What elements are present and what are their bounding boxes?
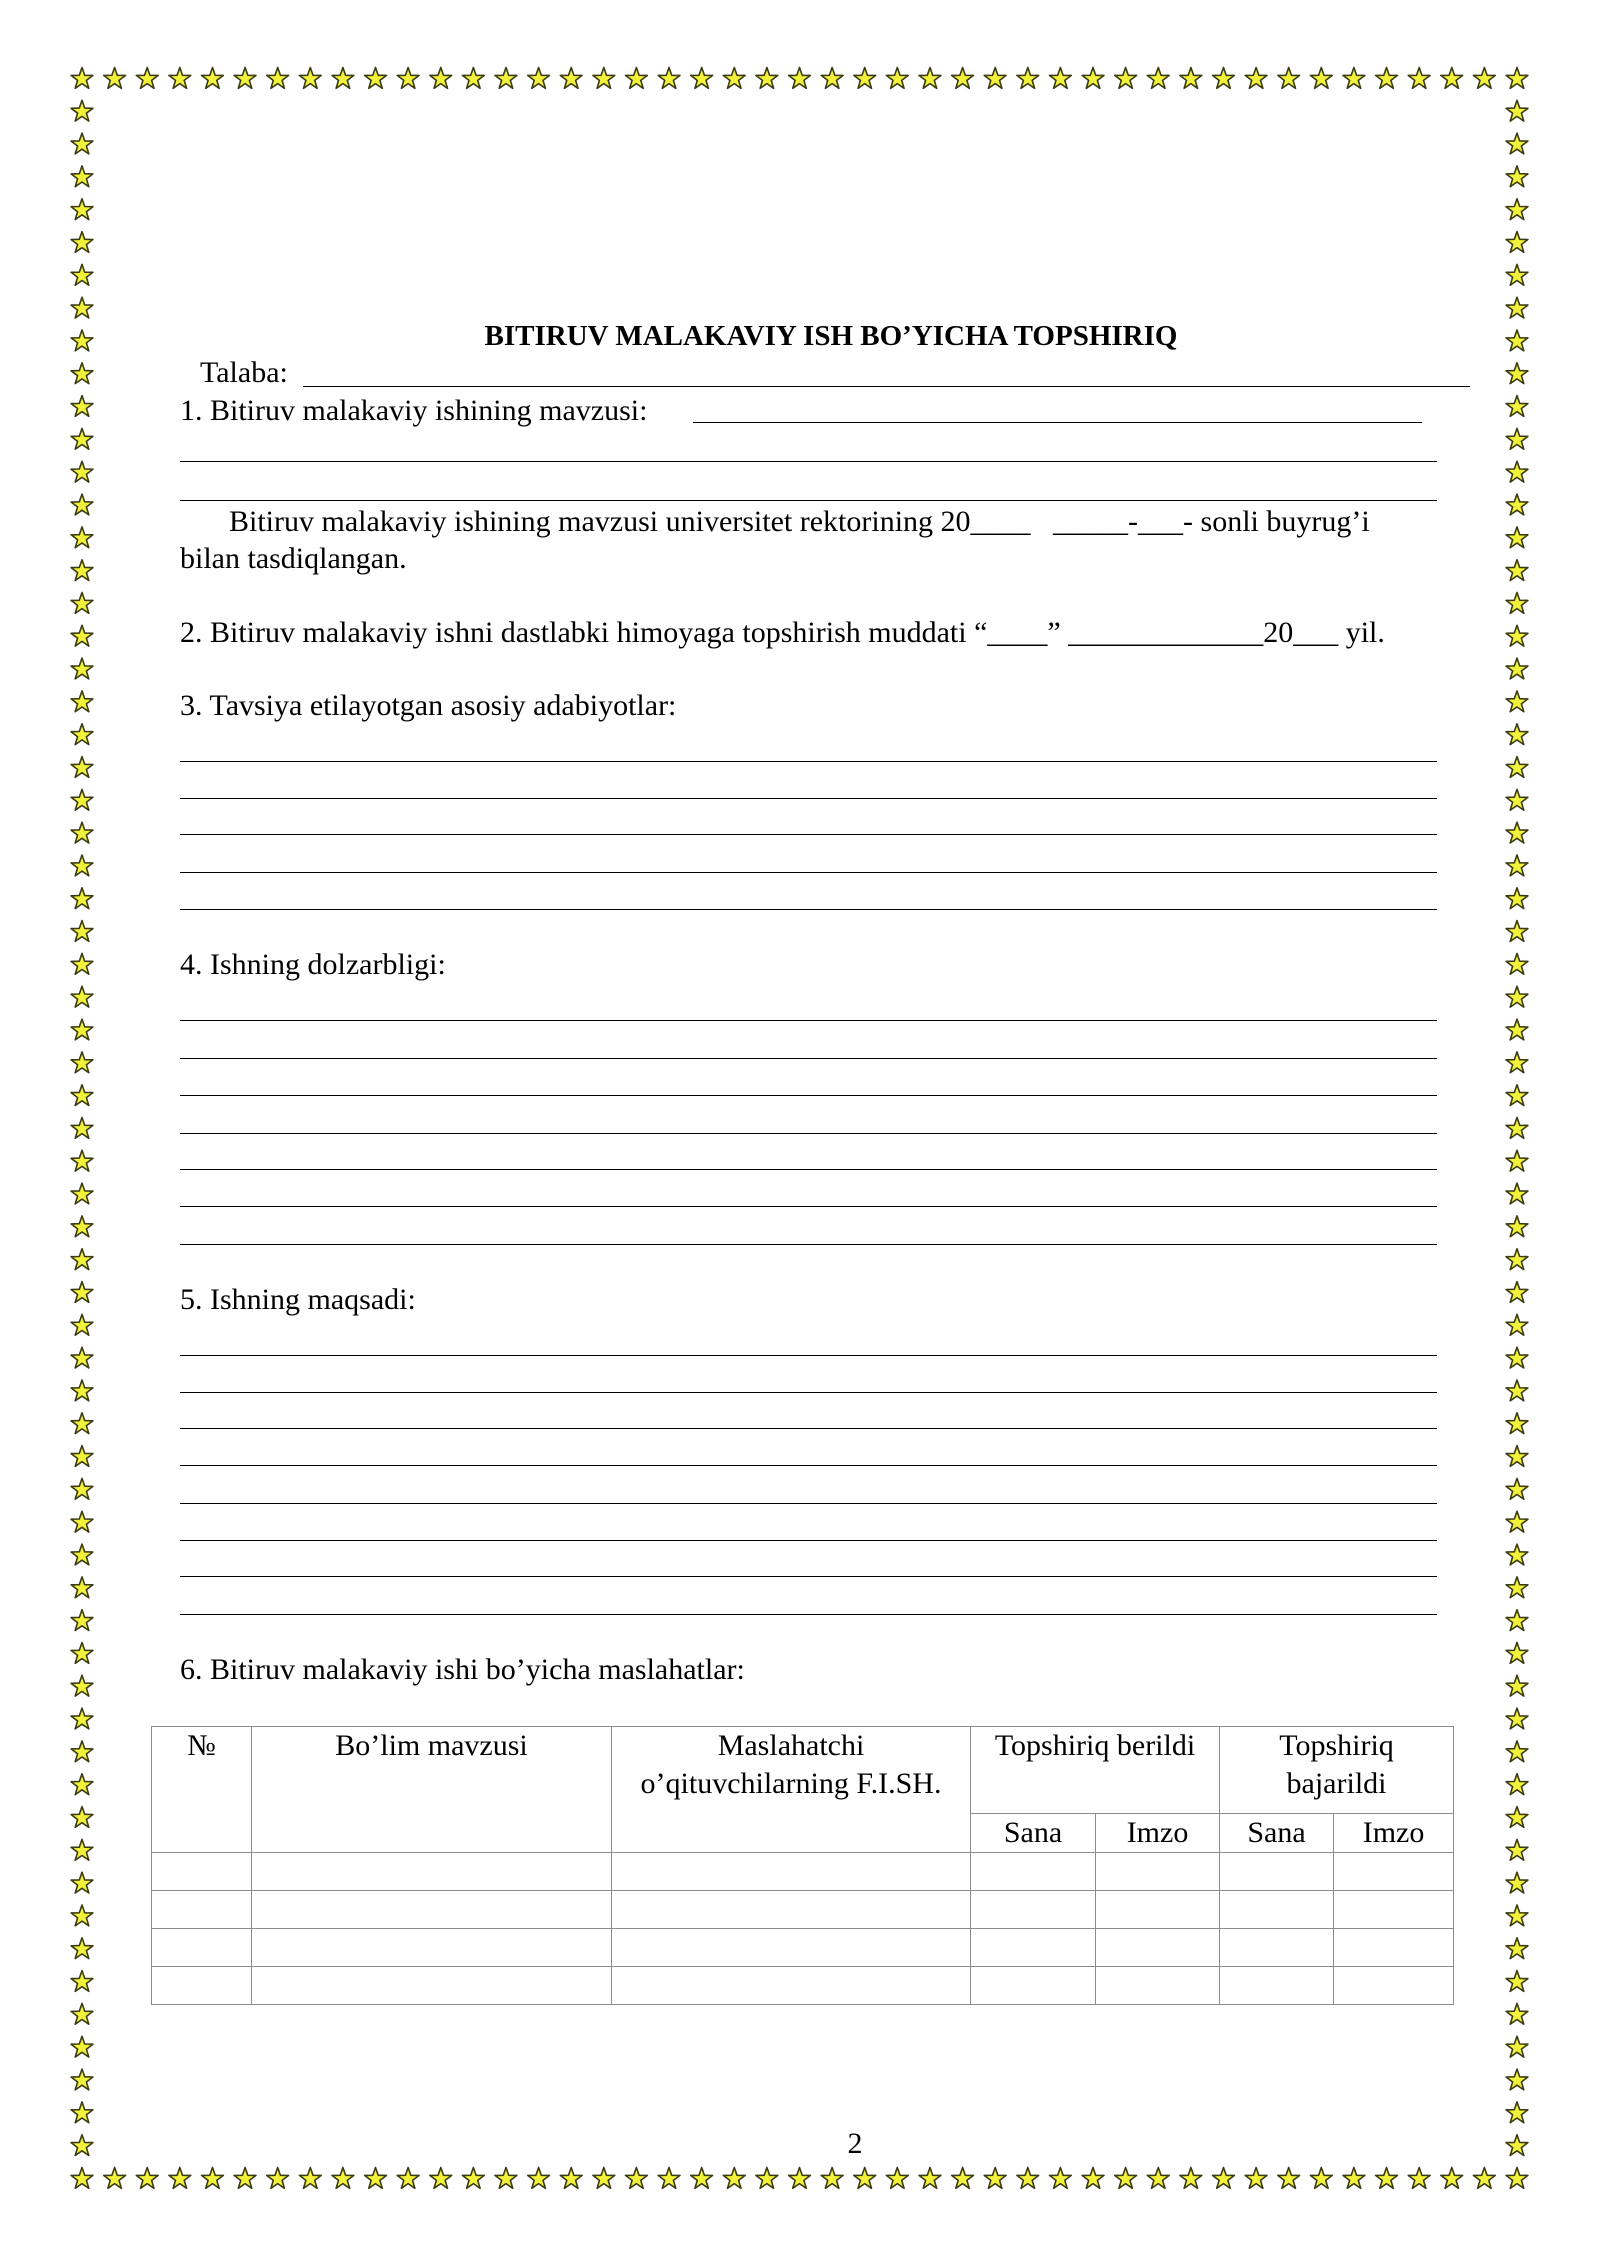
table-cell xyxy=(971,1853,1096,1891)
border-star xyxy=(1506,1446,1528,1467)
border-star xyxy=(1506,822,1528,843)
border-star xyxy=(71,1774,93,1795)
border-star xyxy=(71,2069,93,2090)
border-star xyxy=(1506,461,1528,482)
table-cell xyxy=(1220,1853,1334,1891)
writing-line xyxy=(180,1503,1437,1504)
border-star xyxy=(1506,855,1528,876)
item2-deadline: 2. Bitiruv malakaviy ishni dastlabki himoyaga topshirish muddati “____” _____________20___ yil. xyxy=(180,616,1385,649)
border-star xyxy=(1408,68,1430,89)
border-star xyxy=(71,232,93,253)
border-star xyxy=(1506,1413,1528,1434)
writing-line xyxy=(180,1133,1437,1134)
border-star xyxy=(1082,2168,1104,2189)
border-star xyxy=(1473,68,1495,89)
border-star xyxy=(1343,68,1365,89)
border-star xyxy=(1506,363,1528,384)
border-star xyxy=(1506,1938,1528,1959)
border-star xyxy=(560,68,582,89)
border-star xyxy=(1506,1774,1528,1795)
writing-line xyxy=(180,1355,1437,1356)
border-star xyxy=(71,560,93,581)
border-star xyxy=(984,68,1006,89)
student-label: Talaba: xyxy=(200,356,288,389)
border-star xyxy=(71,494,93,515)
border-star xyxy=(462,2168,484,2189)
item5-goal-label: 5. Ishning maqsadi: xyxy=(180,1283,416,1316)
border-star xyxy=(71,1511,93,1532)
border-star xyxy=(71,1938,93,1959)
border-star xyxy=(71,166,93,187)
writing-line xyxy=(180,872,1437,873)
border-star xyxy=(71,133,93,154)
writing-line xyxy=(180,500,1437,501)
header-consultant-line2: o’qituvchilarning F.I.SH. xyxy=(640,1767,942,1800)
table-cell xyxy=(1334,1891,1454,1929)
border-star xyxy=(71,1446,93,1467)
border-star xyxy=(71,2102,93,2123)
border-star xyxy=(1310,2168,1332,2189)
border-star xyxy=(71,1675,93,1696)
border-star xyxy=(1506,1183,1528,1204)
border-star xyxy=(202,2168,224,2189)
border-star xyxy=(71,1282,93,1303)
border-star xyxy=(397,68,419,89)
border-star xyxy=(136,68,158,89)
border-star xyxy=(658,2168,680,2189)
border-star xyxy=(169,68,191,89)
table-cell xyxy=(252,1891,612,1929)
border-star xyxy=(1506,1052,1528,1073)
table-cell xyxy=(1334,1967,1454,2005)
border-star xyxy=(136,2168,158,2189)
border-star xyxy=(1147,68,1169,89)
header-task-given: Topshiriq berildi xyxy=(971,1727,1220,1814)
table-cell xyxy=(1096,1891,1220,1929)
border-star xyxy=(71,724,93,745)
border-star xyxy=(71,2135,93,2156)
header-consultant-line1: Maslahatchi xyxy=(717,1729,865,1762)
border-star xyxy=(1506,1478,1528,1499)
border-star xyxy=(626,68,648,89)
border-star xyxy=(71,68,93,89)
header-consultant xyxy=(612,1727,971,1853)
border-star xyxy=(1506,2135,1528,2156)
border-star xyxy=(234,2168,256,2189)
writing-line xyxy=(180,761,1437,762)
table-cell xyxy=(1096,1853,1220,1891)
border-star xyxy=(1213,2168,1235,2189)
writing-line xyxy=(180,1465,1437,1466)
border-star xyxy=(71,953,93,974)
subheader-done-signature: Imzo xyxy=(1334,1814,1454,1853)
table-cell xyxy=(971,1929,1096,1967)
border-star xyxy=(71,1052,93,1073)
border-star xyxy=(1506,921,1528,942)
border-star xyxy=(71,1971,93,1992)
border-star xyxy=(821,68,843,89)
table-cell xyxy=(1334,1929,1454,1967)
border-star xyxy=(1050,2168,1072,2189)
border-star xyxy=(299,2168,321,2189)
border-star xyxy=(495,68,517,89)
border-star xyxy=(71,363,93,384)
border-star xyxy=(462,68,484,89)
border-star xyxy=(71,1118,93,1139)
border-star xyxy=(528,68,550,89)
border-star xyxy=(691,2168,713,2189)
border-star xyxy=(1506,297,1528,318)
border-star xyxy=(1441,2168,1463,2189)
border-star xyxy=(854,68,876,89)
border-star xyxy=(723,68,745,89)
border-star xyxy=(1506,724,1528,745)
border-star xyxy=(430,2168,452,2189)
border-star xyxy=(71,691,93,712)
table-cell xyxy=(1334,1853,1454,1891)
border-star xyxy=(1506,330,1528,351)
table-header-row xyxy=(152,1727,1454,1814)
border-star xyxy=(71,1249,93,1270)
border-star xyxy=(1506,1249,1528,1270)
border-star xyxy=(1506,789,1528,810)
table-cell xyxy=(971,1891,1096,1929)
writing-line xyxy=(180,1614,1437,1615)
table-cell xyxy=(1220,1891,1334,1929)
writing-line xyxy=(180,1428,1437,1429)
border-star xyxy=(1115,68,1137,89)
border-star xyxy=(756,2168,778,2189)
document-title: BITIRUV MALAKAVIY ISH BO’YICHA TOPSHIRIQ xyxy=(484,320,1178,352)
table-row xyxy=(152,1967,1454,2005)
border-star xyxy=(1506,232,1528,253)
writing-line xyxy=(180,1095,1437,1096)
border-star xyxy=(1506,1544,1528,1565)
table-row xyxy=(152,1853,1454,1891)
border-star xyxy=(821,2168,843,2189)
border-star xyxy=(1017,2168,1039,2189)
border-star xyxy=(1180,2168,1202,2189)
table-cell xyxy=(252,1967,612,2005)
border-star xyxy=(1506,1905,1528,1926)
border-star xyxy=(1343,2168,1365,2189)
table-cell xyxy=(1220,1929,1334,1967)
border-star xyxy=(756,68,778,89)
border-star xyxy=(919,68,941,89)
header-task-done xyxy=(1220,1727,1454,1814)
writing-line xyxy=(180,1392,1437,1393)
border-star xyxy=(1506,2036,1528,2057)
border-star xyxy=(202,68,224,89)
border-star xyxy=(1506,1511,1528,1532)
border-star xyxy=(71,625,93,646)
border-star xyxy=(1082,68,1104,89)
border-star xyxy=(71,461,93,482)
item3-literature-label: 3. Tavsiya etilayotgan asosiy adabiyotlar: xyxy=(180,689,677,722)
border-star xyxy=(71,1380,93,1401)
border-star xyxy=(528,2168,550,2189)
border-star xyxy=(1506,593,1528,614)
border-star xyxy=(1506,264,1528,285)
table-cell xyxy=(612,1929,971,1967)
table-cell xyxy=(252,1929,612,1967)
border-star xyxy=(1506,1282,1528,1303)
border-star xyxy=(71,888,93,909)
border-star xyxy=(1506,494,1528,515)
item4-relevance-label: 4. Ishning dolzarbligi: xyxy=(180,948,446,981)
border-star xyxy=(593,68,615,89)
border-star xyxy=(1506,2168,1528,2189)
border-star xyxy=(560,2168,582,2189)
border-star xyxy=(332,68,354,89)
border-star xyxy=(952,68,974,89)
border-star xyxy=(397,2168,419,2189)
border-star xyxy=(658,68,680,89)
subheader-given-date: Sana xyxy=(971,1814,1096,1853)
border-star xyxy=(1506,2102,1528,2123)
border-star xyxy=(1050,68,1072,89)
border-star xyxy=(71,822,93,843)
border-star xyxy=(71,1413,93,1434)
border-star xyxy=(1506,757,1528,778)
header-number: № xyxy=(152,1727,252,1853)
border-star xyxy=(71,986,93,1007)
border-star xyxy=(1441,68,1463,89)
border-star xyxy=(1506,1675,1528,1696)
border-star xyxy=(104,2168,126,2189)
table-cell xyxy=(612,1853,971,1891)
writing-line xyxy=(180,1169,1437,1170)
border-star xyxy=(789,2168,811,2189)
border-star xyxy=(1017,68,1039,89)
item6-consultations-label: 6. Bitiruv malakaviy ishi bo’yicha maslahatlar: xyxy=(180,1653,745,1686)
writing-line xyxy=(180,461,1437,462)
border-star xyxy=(71,199,93,220)
border-star xyxy=(1506,1971,1528,1992)
border-star xyxy=(71,757,93,778)
border-star xyxy=(1506,1577,1528,1598)
border-star xyxy=(1506,1839,1528,1860)
border-star xyxy=(886,68,908,89)
border-star xyxy=(71,1577,93,1598)
border-star xyxy=(71,1183,93,1204)
border-star xyxy=(71,2168,93,2189)
border-star xyxy=(1115,2168,1137,2189)
border-star xyxy=(267,68,289,89)
border-star xyxy=(71,264,93,285)
writing-line xyxy=(180,1576,1437,1577)
border-star xyxy=(1506,199,1528,220)
border-star xyxy=(1506,1872,1528,1893)
student-blank-line xyxy=(303,386,1470,387)
border-star xyxy=(1506,1118,1528,1139)
writing-line xyxy=(180,909,1437,910)
border-star xyxy=(1506,691,1528,712)
consultations-table xyxy=(151,1726,1454,2005)
border-star xyxy=(593,2168,615,2189)
border-star xyxy=(71,2003,93,2024)
border-star xyxy=(71,658,93,679)
border-star xyxy=(71,1643,93,1664)
border-star xyxy=(952,2168,974,2189)
table-cell xyxy=(152,1853,252,1891)
border-star xyxy=(1506,1150,1528,1171)
border-star xyxy=(854,2168,876,2189)
border-star xyxy=(1245,68,1267,89)
border-star xyxy=(1147,2168,1169,2189)
border-star xyxy=(71,1708,93,1729)
border-star xyxy=(1506,428,1528,449)
border-star xyxy=(1376,2168,1398,2189)
border-star xyxy=(71,1610,93,1631)
border-star xyxy=(1506,1807,1528,1828)
topic-blank-line xyxy=(693,422,1422,423)
writing-line xyxy=(180,1058,1437,1059)
border-star xyxy=(1506,1085,1528,1106)
border-star xyxy=(71,1544,93,1565)
border-star xyxy=(1506,527,1528,548)
border-star xyxy=(1506,560,1528,581)
border-star xyxy=(71,2036,93,2057)
border-star xyxy=(71,428,93,449)
border-star xyxy=(71,100,93,121)
table-cell xyxy=(612,1967,971,2005)
border-star xyxy=(71,1872,93,1893)
table-cell xyxy=(152,1891,252,1929)
writing-line xyxy=(180,1244,1437,1245)
border-star xyxy=(1506,166,1528,187)
border-star xyxy=(365,68,387,89)
approval-text-line2: bilan tasdiqlangan. xyxy=(180,542,407,575)
border-star xyxy=(71,1905,93,1926)
border-star xyxy=(71,1807,93,1828)
border-star xyxy=(1506,1380,1528,1401)
border-star xyxy=(71,297,93,318)
border-star xyxy=(71,527,93,548)
border-star xyxy=(430,68,452,89)
border-star xyxy=(1506,1708,1528,1729)
border-star xyxy=(71,1085,93,1106)
writing-line xyxy=(180,1540,1437,1541)
border-star xyxy=(267,2168,289,2189)
border-star xyxy=(169,2168,191,2189)
border-star xyxy=(1506,888,1528,909)
border-star xyxy=(71,330,93,351)
border-star xyxy=(1473,2168,1495,2189)
border-star xyxy=(71,1478,93,1499)
writing-line xyxy=(180,834,1437,835)
border-star xyxy=(71,1150,93,1171)
writing-line xyxy=(180,798,1437,799)
table-cell xyxy=(152,1929,252,1967)
border-star xyxy=(1310,68,1332,89)
border-star xyxy=(1506,658,1528,679)
border-star xyxy=(71,1741,93,1762)
table-cell xyxy=(1096,1967,1220,2005)
border-star xyxy=(1506,986,1528,1007)
border-star xyxy=(234,68,256,89)
border-star xyxy=(919,2168,941,2189)
border-star xyxy=(1506,68,1528,89)
border-star xyxy=(71,1839,93,1860)
border-star xyxy=(1278,2168,1300,2189)
border-star xyxy=(1506,953,1528,974)
border-star xyxy=(299,68,321,89)
border-star xyxy=(71,1019,93,1040)
border-star xyxy=(104,68,126,89)
border-star xyxy=(1408,2168,1430,2189)
header-task-done-line1: Topshiriq xyxy=(1279,1729,1394,1762)
table-cell xyxy=(612,1891,971,1929)
border-star xyxy=(1376,68,1398,89)
border-star xyxy=(1506,1347,1528,1368)
border-star xyxy=(1506,1314,1528,1335)
border-star xyxy=(691,68,713,89)
table-cell xyxy=(252,1853,612,1891)
border-star xyxy=(886,2168,908,2189)
border-star xyxy=(71,593,93,614)
border-star xyxy=(365,2168,387,2189)
border-star xyxy=(1213,68,1235,89)
border-star xyxy=(332,2168,354,2189)
border-star xyxy=(71,1216,93,1237)
border-star xyxy=(1278,68,1300,89)
table-cell xyxy=(1220,1967,1334,2005)
border-star xyxy=(71,1314,93,1335)
page-number: 2 xyxy=(847,2127,863,2160)
border-star xyxy=(1506,100,1528,121)
border-star xyxy=(71,921,93,942)
border-star xyxy=(1180,68,1202,89)
border-star xyxy=(71,396,93,417)
border-star xyxy=(71,1347,93,1368)
subheader-given-signature: Imzo xyxy=(1096,1814,1220,1853)
header-section-topic: Bo’lim mavzusi xyxy=(252,1727,612,1853)
writing-line xyxy=(180,1206,1437,1207)
approval-text-line1: Bitiruv malakaviy ishining mavzusi universitet rektorining 20____ _____-___- sonli buyrug’i xyxy=(229,505,1370,538)
border-star xyxy=(1506,396,1528,417)
border-star xyxy=(1245,2168,1267,2189)
border-star xyxy=(1506,1643,1528,1664)
border-star xyxy=(1506,625,1528,646)
border-star xyxy=(984,2168,1006,2189)
table-cell xyxy=(152,1967,252,2005)
table-cell xyxy=(1096,1929,1220,1967)
border-star xyxy=(1506,1741,1528,1762)
writing-line xyxy=(180,1020,1437,1021)
border-star xyxy=(1506,1610,1528,1631)
table-row xyxy=(152,1929,1454,1967)
item1-topic-label: 1. Bitiruv malakaviy ishining mavzusi: xyxy=(180,394,648,427)
border-star xyxy=(723,2168,745,2189)
border-star xyxy=(1506,1216,1528,1237)
border-star xyxy=(1506,1019,1528,1040)
table-row xyxy=(152,1891,1454,1929)
subheader-done-date: Sana xyxy=(1220,1814,1334,1853)
border-star xyxy=(1506,2069,1528,2090)
border-star xyxy=(71,789,93,810)
header-task-done-line2: bajarildi xyxy=(1286,1767,1387,1800)
border-star xyxy=(71,855,93,876)
table-cell xyxy=(971,1967,1096,2005)
border-star xyxy=(495,2168,517,2189)
border-star xyxy=(1506,2003,1528,2024)
border-star xyxy=(789,68,811,89)
border-star xyxy=(626,2168,648,2189)
border-star xyxy=(1506,133,1528,154)
